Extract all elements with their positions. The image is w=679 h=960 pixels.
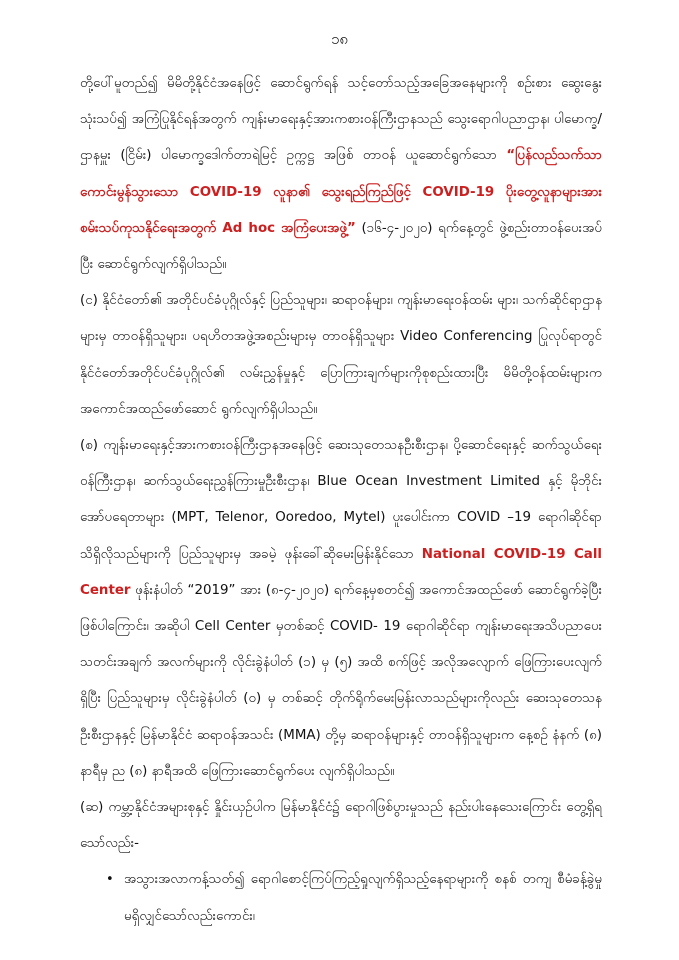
bullet-item: [106, 862, 602, 934]
page-number: ၁၈: [330, 30, 348, 48]
call-center-name: National COVID-19 Call Center: [80, 546, 602, 598]
paragraph-c: (င) နိုင်ငံတော်၏ အတိုင်ပင်ခံပုဂ္ဂိုလ်နှင့် ပြည်သူများ၊ ဆရာဝန်များ၊ ကျန်းမာရေးဝန်ထမ်း များ၊ သက်ဆိုင်ရာဌာနများမှ တာဝန်ရှိသူများ၊ ပရဟိတအဖွဲ့အစည်းများမှ တာဝန်ရှိသူများ Video Conferencing ပြုလုပ်ရာတွင် နိုင်ငံတော်အတိုင်ပင်ခံပုဂ္ဂိုလ်၏ လမ်းညွှန်မှုနှင့် ပြောကြားချက်များကိုစုစည်းထားပြီး မိမိတို့ဝန်ထမ်းများက အကောင်အထည်ဖော်ဆောင် ရွက်လျက်ရှိပါသည်။: [80, 293, 602, 417]
paragraph-s-text-1: (စ) ကျန်းမာရေးနှင့်အားကစားဝန်ကြီးဌာနအနေဖြင့် ဆေးသုတေသနဦးစီးဌာန၊ ပို့ဆောင်ရေးနှင့် ဆက်သွယ်ရေးဝန်ကြီးဌာန၊ ဆက်သွယ်ရေးညွှန်ကြားမှုဦးစီးဌာန၊ Blue Ocean Investment Limited နှင့် မိုဘိုင်းအော်ပရေတာများ (MPT, Telenor, Ooredoo, Mytel) ပူးပေါင်းကာ COVID –19 ရောဂါဆိုင်ရာ သိရှိလိုသည်များကို ပြည်သူများမှ အခမဲ့ ဖုန်းခေါ်ဆိုမေးမြန်းနိုင်သော: [80, 438, 602, 562]
adhoc-committee-name: “ပြန်လည်သက်သာကောင်းမွန်သွားသော COVID-19 လူနာ၏ သွေးရည်ကြည်ဖြင့် COVID-19 ပိုးတွေ့လူနာများအား စမ်းသပ်ကုသနိုင်ရေးအတွက် Ad hoc အကြံပေးအဖွဲ့”: [80, 148, 602, 236]
bullet-text: အသွားအလာကန့်သတ်၍ ရောဂါစောင့်ကြပ်ကြည့်ရှုလျက်ရှိသည့်နေရာများကို စနစ် တကျ စီမံခန့်ခွဲမှု မရှိလျှင်သော်လည်းကောင်း၊: [124, 872, 602, 924]
paragraph-s: [80, 428, 602, 790]
document-body: [80, 66, 602, 935]
paragraph-s-text-2: ဖုန်းနံပါတ် “2019” အား (၈-၄-၂၀၂၀) ရက်နေ့မှစတင်၍ အကောင်အထည်ဖော် ဆောင်ရွက်ခဲ့ပြီးဖြစ်ပါကြောင်း၊ အဆိုပါ Cell Center မှတစ်ဆင့် COVID- 19 ရောဂါဆိုင်ရာ ကျန်းမာရေးအသိပညာပေး သတင်းအချက် အလက်များကို လိုင်းခွဲနံပါတ် (၁) မှ (၅) အထိ စက်ဖြင့် အလိုအလျောက် ဖြေကြားပေးလျက် ရှိပြီး ပြည်သူများမှ လိုင်းခွဲနံပါတ် (၀) မှ တစ်ဆင့် တိုက်ရိုက်မေးမြန်းလာသည်များကိုလည်း ဆေးသုတေသနဦးစီးဌာနနှင့် မြန်မာနိုင်ငံ ဆရာဝန်အသင်း (MMA) တို့မှ ဆရာဝန်များနှင့် တာဝန်ရှိသူများက နေ့စဉ် နံနက် (၈) နာရီမှ ည (၈) နာရီအထိ ဖြေကြားဆောင်ရွက်ပေး လျက်ရှိပါသည်။: [80, 582, 602, 779]
intro-text-2: (၁၆-၄-၂၀၂၀) ရက်နေ့တွင် ဖွဲ့စည်းတာဝန်ပေးအပ်ပြီး ဆောင်ရွက်လျက်ရှိပါသည်။: [80, 220, 602, 273]
paragraph-zz: (ဆ) ကမ္ဘာ့နိုင်ငံအများစုနှင့် နှိုင်းယှဉ်ပါက မြန်မာနိုင်ငံ၌ ရောဂါဖြစ်ပွားမှုသည် နည်းပါးနေသေးကြောင်း တွေ့ရှိရသော်လည်း-: [80, 800, 602, 852]
intro-text-1: တို့ပေါ်မူတည်၍ မိမိတို့နိုင်ငံအနေဖြင့် ဆောင်ရွက်ရန် သင့်တော်သည့်အခြေအနေများကို စဉ်းစား ဆွေးနွေးသုံးသပ်၍ အကြံပြုနိုင်ရန်အတွက် ကျန်းမာရေးနှင့်အားကစားဝန်ကြီးဌာနသည် သွေးရောဂါပညာဌာန၊ ပါမောက္ခ/ ဌာနမှူး (ငြိမ်း) ပါမောက္ခဒေါက်တာရဲမြင့် ဥက္ကဋ္ဌ အဖြစ် တာဝန် ယူဆောင်ရွက်သော: [80, 76, 602, 164]
intro-paragraph: [80, 66, 602, 283]
bullet-dot-icon: •: [106, 872, 114, 888]
